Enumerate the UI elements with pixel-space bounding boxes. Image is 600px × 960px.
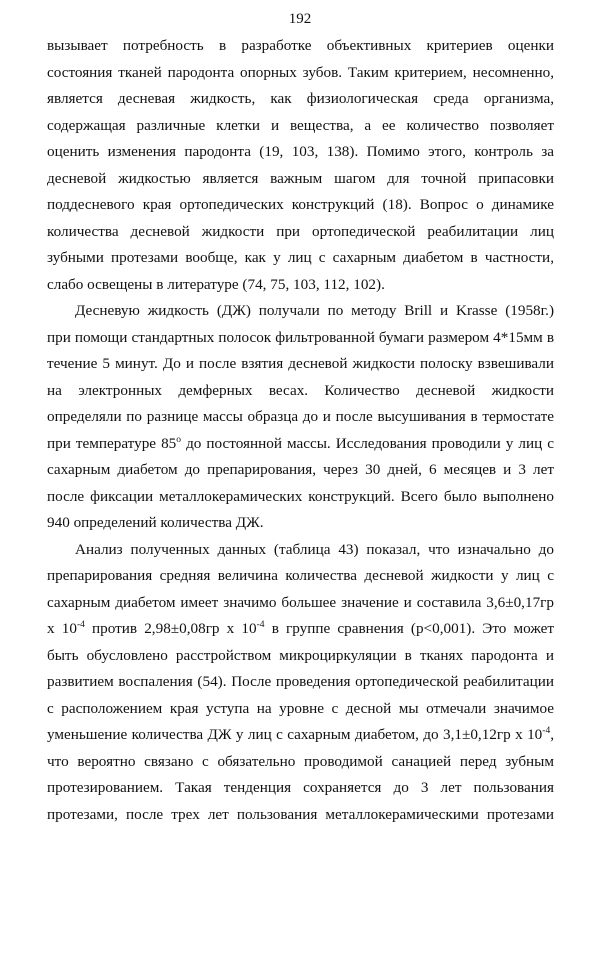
text-fragment: х 10 — [47, 620, 77, 637]
text-line: быть обусловлено расстройством микроциркуляции в тканях пародонта и — [47, 646, 554, 664]
text-line: течение 5 минут. До и после взятия десневой жидкости полоску взвешивали — [47, 355, 554, 372]
text-line: является десневая жидкость, как физиологическая среда организма, — [47, 90, 554, 107]
text-line: с расположением края уступа на уровне с десной мы отмечали значимое — [47, 699, 554, 717]
text-line: вызывает потребность в разработке объективных критериев оценки — [47, 37, 554, 54]
text-fragment: против 2,98±0,08гр х 10 — [84, 620, 257, 637]
superscript: -4 — [256, 620, 265, 630]
text-line: 940 определений количества ДЖ. — [47, 514, 264, 531]
text-line: состояния тканей пародонта опорных зубов. Таким критерием, несомненно, — [47, 63, 554, 81]
text-fragment: уменьшение количества ДЖ у лиц с сахарным диабетом, до 3,1±0,12гр х 10 — [47, 726, 543, 743]
text-fragment: до постоянной массы. Исследования проводили у лиц с — [181, 434, 555, 452]
body-text — [47, 33, 554, 828]
text-line: содержащая различные клетки и вещества, а ее количество позволяет — [47, 116, 554, 134]
text-line: протезами, после трех лет пользования металлокерамическими протезами — [47, 805, 554, 823]
text-line — [47, 616, 554, 643]
text-line: поддесневого края ортопедических конструкций (18). Вопрос о динамике — [47, 196, 554, 213]
text-line: развитием воспаления (54). После проведения ортопедической реабилитации — [47, 673, 554, 690]
text-line: слабо освещены в литературе (74, 75, 103, 112, 102). — [47, 275, 385, 293]
paragraph — [47, 33, 554, 298]
text-line: зубными протезами вообще, как у лиц с сахарным диабетом в частности, — [47, 249, 554, 266]
text-fragment: в группе сравнения (р<0,001). Это может — [264, 620, 554, 637]
text-line: определяли по разнице массы образца до и после высушивания в термостате — [47, 408, 554, 425]
paragraph — [47, 537, 554, 829]
text-line: Десневую жидкость (ДЖ) получали по методу Brill и Krasse (1958г.) — [75, 302, 554, 319]
text-line: что вероятно связано с обязательно проводимой санацией перед зубным — [47, 752, 554, 770]
text-line: при помощи стандартных полосок фильтрованной бумаги размером 4*15мм в — [47, 328, 554, 346]
text-fragment: при температуре 85 — [47, 434, 177, 452]
text-line: после фиксации металлокерамических конструкций. Всего было выполнено — [47, 487, 554, 505]
text-line: на электронных демферных весах. Количество десневой жидкости — [47, 381, 554, 399]
text-line — [47, 431, 554, 458]
superscript: -4 — [76, 620, 85, 630]
text-line: препарирования средняя величина количества десневой жидкости у лиц с — [47, 567, 554, 584]
page-number: 192 — [288, 11, 312, 27]
superscript: -4 — [542, 726, 551, 736]
text-line: десневой жидкостью является важным шагом для точной припасовки — [47, 169, 554, 187]
text-line: Анализ полученных данных (таблица 43) показал, что изначально до — [75, 540, 554, 558]
paragraph — [47, 298, 554, 537]
text-fragment: , — [550, 726, 554, 743]
text-line: сахарным диабетом имеет значимо большее значение и составила 3,6±0,17гр — [47, 593, 554, 611]
text-line — [47, 722, 554, 749]
superscript: о — [176, 434, 182, 445]
text-line: сахарным диабетом до препарирования, через 30 дней, 6 месяцев и 3 лет — [47, 461, 554, 478]
text-line: протезированием. Такая тенденция сохраняется до 3 лет пользования — [47, 779, 554, 796]
text-line: количества десневой жидкости при ортопедической реабилитации лиц — [47, 222, 554, 240]
text-line: оценить изменения пародонта (19, 103, 138). Помимо этого, контроль за — [47, 143, 554, 160]
